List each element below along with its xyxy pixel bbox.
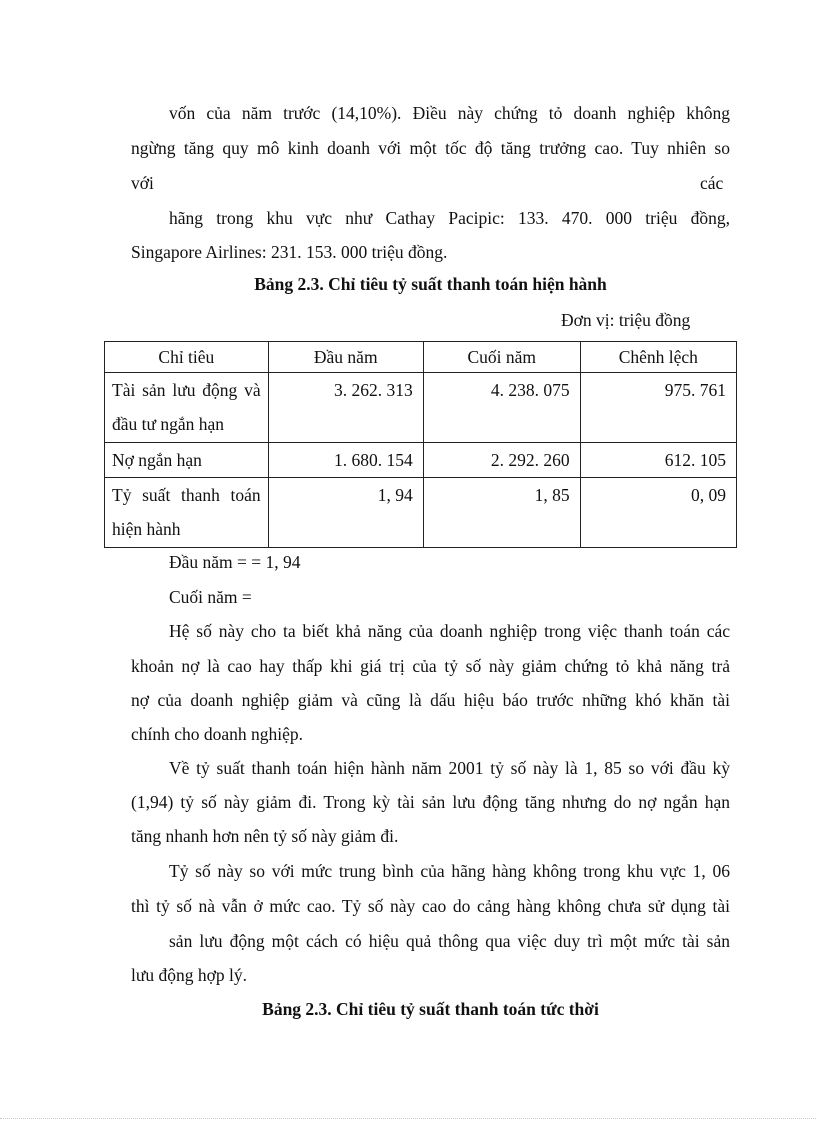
cell-start: 1. 680. 154 [268,443,423,478]
paragraph-line: với [131,173,154,193]
paragraph-line: chính cho doanh nghiệp. [131,724,304,744]
paragraph-line: hãng trong khu vực như Cathay Pacipic: 133. 470. 000 triệu đồng, [169,208,730,228]
ratio-table [104,341,737,548]
paragraph-line: lưu động hợp lý. [131,965,247,985]
header-indicator: Chỉ tiêu [105,342,269,373]
header-start-year: Đầu năm [268,342,423,373]
paragraph-line: vốn của năm trước (14,10%). Điều này chứng tỏ doanh nghiệp không [169,103,730,123]
header-difference: Chênh lệch [580,342,736,373]
paragraph-line: các [700,173,724,193]
paragraph-line: ngừng tăng quy mô kinh doanh với một tốc độ tăng trưởng cao. Tuy nhiên so [131,138,730,158]
cell-diff: 0, 09 [580,478,736,548]
header-end-year: Cuối năm [423,342,580,373]
page-footer-divider [0,1118,816,1119]
table-unit: Đơn vị: triệu đồng [561,310,691,330]
paragraph-line: khoản nợ là cao hay thấp khi giá trị của tỷ số này giảm chứng tỏ khả năng trả [131,656,730,676]
formula-start-year: Đầu năm = = 1, 94 [169,552,301,572]
row-label [105,443,269,478]
paragraph-line: (1,94) tỷ số này giảm đi. Trong kỳ tài sản lưu động tăng nhưng do nợ ngắn hạn [131,792,730,812]
row-label-line: Tài sản lưu động và [112,380,261,400]
cell-start: 1, 94 [268,478,423,548]
row-label-line: hiện hành [112,519,181,539]
paragraph-line: tăng nhanh hơn nên tỷ số này giảm đi. [131,826,399,846]
cell-diff: 612. 105 [580,443,736,478]
table-title: Bảng 2.3. Chỉ tiêu tỷ suất thanh toán tức thời [262,999,599,1019]
row-label [105,478,269,548]
paragraph-line: Singapore Airlines: 231. 153. 000 triệu đồng. [131,242,448,262]
table-row [105,373,737,443]
paragraph-line: Về tỷ suất thanh toán hiện hành năm 2001 tỷ số này là 1, 85 so với đầu kỳ [169,758,730,778]
row-label [105,373,269,443]
formula-end-year: Cuối năm = [169,587,252,607]
row-label-line: Nợ ngắn hạn [112,450,202,470]
cell-end: 4. 238. 075 [423,373,580,443]
paragraph-line: sản lưu động một cách có hiệu quả thông qua việc duy trì một mức tài sản [169,931,730,951]
cell-start: 3. 262. 313 [268,373,423,443]
table-header-row [105,342,737,373]
table-title: Bảng 2.3. Chỉ tiêu tỷ suất thanh toán hiện hành [254,274,607,294]
paragraph-line: nợ của doanh nghiệp giảm và cũng là dấu hiệu báo trước những khó khăn tài [131,690,730,710]
paragraph-line: thì tỷ số nà vẫn ở mức cao. Tỷ số này cao do cảng hàng không chưa sử dụng tài [131,896,730,916]
cell-end: 2. 292. 260 [423,443,580,478]
row-label-line: Tỷ suất thanh toán [112,485,261,505]
cell-diff: 975. 761 [580,373,736,443]
paragraph-line: Hệ số này cho ta biết khả năng của doanh nghiệp trong việc thanh toán các [169,621,730,641]
table-row [105,443,737,478]
paragraph-line: Tỷ số này so với mức trung bình của hãng hàng không trong khu vực 1, 06 [169,861,730,881]
table-row [105,478,737,548]
cell-end: 1, 85 [423,478,580,548]
row-label-line: đầu tư ngắn hạn [112,414,225,434]
